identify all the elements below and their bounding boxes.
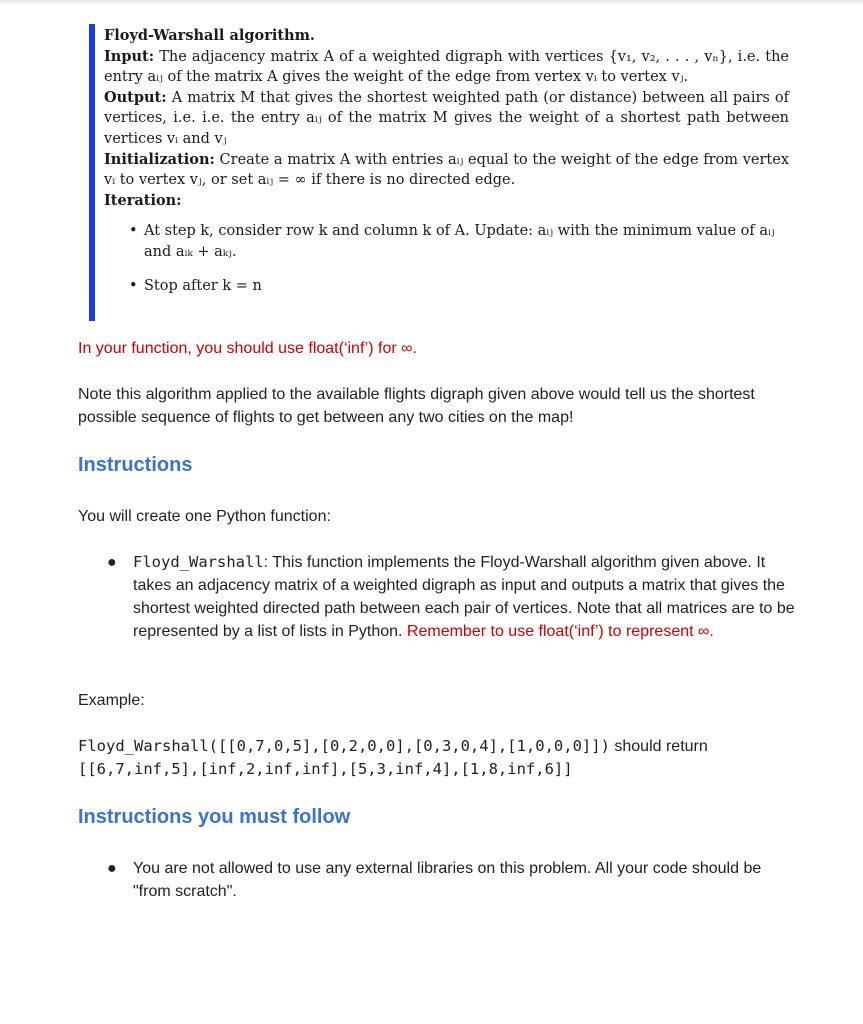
example-result: [[6,7,inf,5],[inf,2,inf,inf],[5,3,inf,4],[1,8,inf,6]] <box>78 760 573 778</box>
input-text: The adjacency matrix A of a weighted digraph with vertices {v₁, v₂, . . . , vₙ}, i.e. the entry aᵢⱼ of the matrix A gives the weight of the edge from vertex vᵢ to vertex vⱼ. <box>104 48 789 86</box>
flights-note: Note this algorithm applied to the available flights digraph given above would tell us the shortest possible sequence of flights to get between any two cities on the map! <box>78 386 755 426</box>
algorithm-iteration: Iteration: <box>104 191 182 209</box>
rules-heading: Instructions you must follow <box>78 806 351 828</box>
instructions-heading: Instructions <box>78 454 193 476</box>
algorithm-title: Floyd-Warshall algorithm. <box>104 27 315 44</box>
algorithm-box <box>89 24 789 321</box>
top-shade <box>0 0 863 6</box>
iteration-steps <box>104 221 789 296</box>
iteration-step: • Stop after k = n <box>144 276 789 297</box>
bullet-dot: ● <box>107 860 117 877</box>
algorithm-initialization <box>104 150 789 191</box>
rule-bullet <box>107 857 803 903</box>
function-bullet <box>107 551 803 643</box>
init-label: Initialization: <box>104 150 215 168</box>
output-label: Output: <box>104 88 167 106</box>
inf-note: In your function, you should use float(‘inf’) for ∞. <box>78 340 417 357</box>
init-text: Create a matrix A with entries aᵢⱼ equal to the weight of the edge from vertex vᵢ to vertex vⱼ, or set aᵢⱼ = ∞ if there is no directed edge. <box>104 151 789 189</box>
function-reminder: Remember to use float(‘inf’) to represent ∞. <box>406 623 714 640</box>
iteration-step: • At step k, consider row k and column k of A. Update: aᵢⱼ with the minimum value of aᵢⱼ and aᵢₖ + aₖⱼ. <box>144 221 789 262</box>
rule-text: You are not allowed to use any external libraries on this problem. All your code should be "from scratch". <box>133 860 762 900</box>
instructions-intro: You will create one Python function: <box>78 508 331 525</box>
bullet-dot: ● <box>107 554 117 571</box>
example-label: Example: <box>78 692 145 709</box>
example-block <box>78 735 838 781</box>
algorithm-output <box>104 88 789 150</box>
function-name: Floyd_Warshall <box>133 553 264 571</box>
function-description: : This function implements the Floyd-Warshall algorithm given above. It takes an adjacency matrix of a weighted digraph as input and outputs a matrix that gives the shortest weighted directed path between each pair of vertices. Note that all matrices are to be represented by a list of lists in Python. <box>133 554 795 640</box>
example-mid-text: should return <box>609 738 708 755</box>
input-label: Input: <box>104 47 155 65</box>
output-text: A matrix M that gives the shortest weighted path (or distance) between all pairs of vertices, i.e. i.e. the entry aᵢⱼ of the matrix M gives the weight of a shortest path between vertices vᵢ and vⱼ <box>104 89 790 147</box>
example-call: Floyd_Warshall([[0,7,0,5],[0,2,0,0],[0,3,0,4],[1,0,0,0]]) <box>78 737 610 755</box>
algorithm-input <box>104 47 789 88</box>
